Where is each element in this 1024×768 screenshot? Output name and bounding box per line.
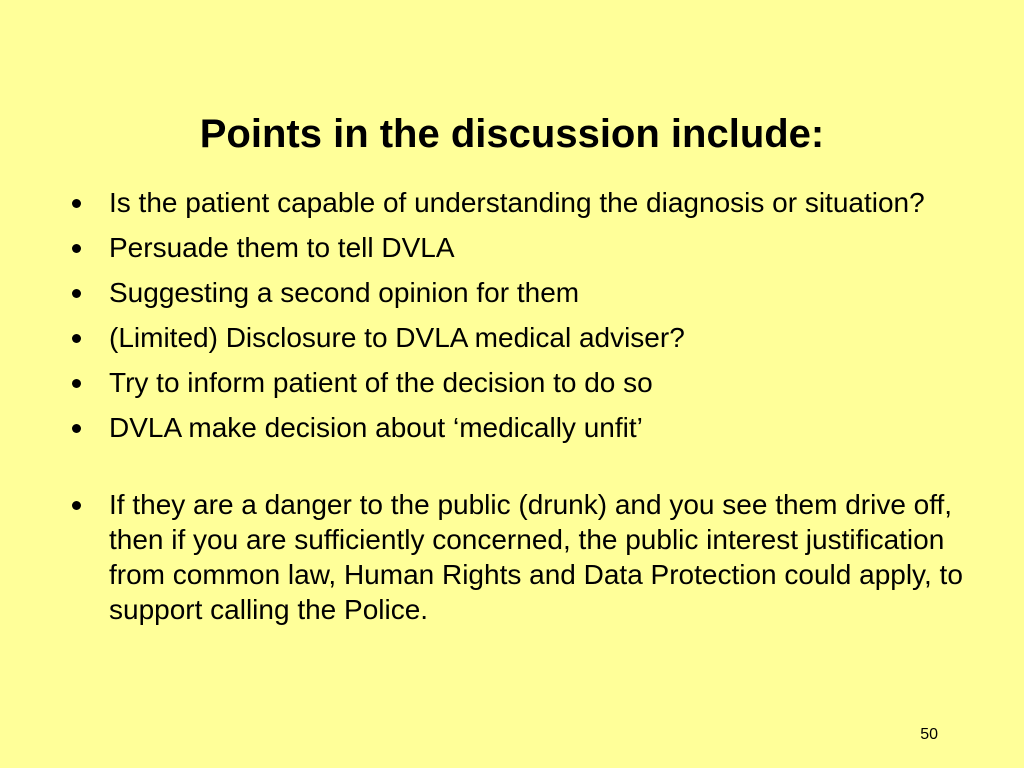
bullet-item: [70, 365, 1005, 400]
bullet-dot-icon: [72, 379, 81, 388]
bullet-item: [70, 275, 1005, 310]
bullet-dot-icon: [72, 289, 81, 298]
bullet-text: (Limited) Disclosure to DVLA medical adviser?: [109, 322, 685, 353]
bullet-text: If they are a danger to the public (drunk) and you see them drive off, then if you are sufficiently concerned, the public interest justification from common law, Human Rights and Data Protection could apply, to support calling the Police.: [109, 489, 963, 625]
bullet-item: [70, 185, 1005, 220]
slide-title: Points in the discussion include:: [199, 112, 825, 156]
bullet-text: Suggesting a second opinion for them: [109, 277, 580, 308]
bullet-text: Persuade them to tell DVLA: [109, 232, 455, 263]
bullet-list: [70, 185, 1005, 637]
bullet-dot-icon: [72, 424, 81, 433]
bullet-dot-icon: [72, 501, 81, 510]
bullet-item: [70, 230, 1005, 265]
bullet-text: Try to inform patient of the decision to do so: [109, 367, 653, 398]
bullet-dot-icon: [72, 244, 81, 253]
bullet-item: [70, 320, 1005, 355]
bullet-item: [70, 410, 1005, 445]
page-number: 50: [920, 726, 938, 743]
bullet-text: DVLA make decision about ‘medically unfit’: [109, 412, 643, 443]
bullet-text: Is the patient capable of understanding the diagnosis or situation?: [109, 187, 925, 218]
bullet-dot-icon: [72, 199, 81, 208]
bullet-item: [70, 487, 1005, 627]
bullet-dot-icon: [72, 334, 81, 343]
